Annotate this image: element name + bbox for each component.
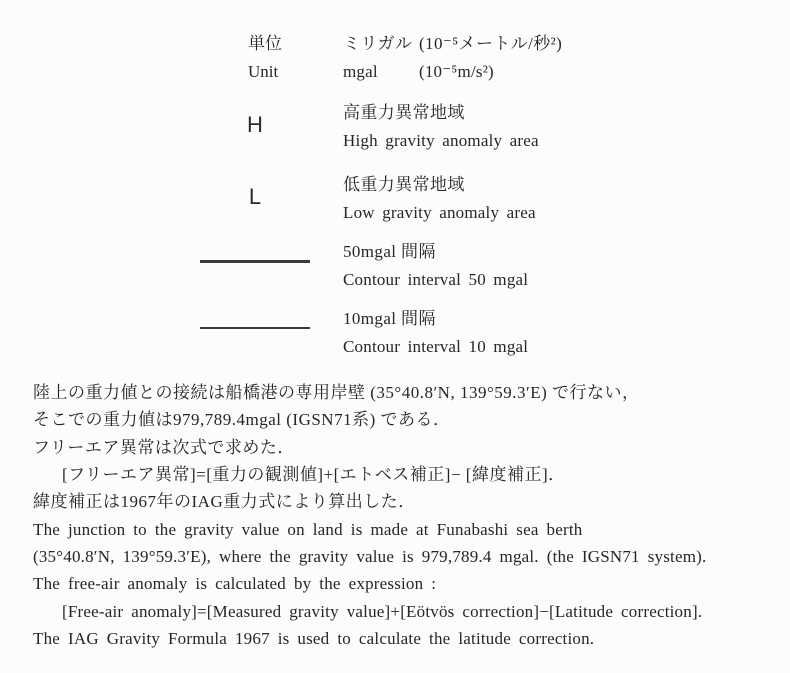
thin-contour-line-sample bbox=[200, 327, 310, 329]
contour-10-desc-jp: 10mgal 間隔 bbox=[343, 309, 436, 328]
unit-label-jp: 単位 bbox=[248, 34, 282, 53]
note-jp-freeair-intro: フリーエア異常は次式で求めた． bbox=[33, 437, 295, 457]
unit-label-en: Unit bbox=[248, 61, 279, 81]
note-jp-junction: 陸上の重力値との接続は船橋港の専用岸壁 (35°40.8′N, 139°59.3′E) で行ない， bbox=[33, 383, 640, 402]
low-anomaly-description bbox=[343, 171, 536, 226]
note-en-junction: The junction to the gravity value on land is made at Funabashi sea berth bbox=[33, 519, 583, 539]
contour-50-desc-jp: 50mgal 間隔 bbox=[343, 242, 436, 261]
note-jp-latitude-correction: 緯度補正は1967年のIAG重力式により算出した． bbox=[33, 492, 416, 512]
high-anomaly-desc-en: High gravity anomaly area bbox=[343, 130, 539, 150]
note-en-latitude-correction: The IAG Gravity Formula 1967 is used to calculate the latitude correction. bbox=[33, 629, 595, 649]
high-anomaly-symbol: H bbox=[247, 112, 263, 137]
high-anomaly-desc-jp: 高重力異常地域 bbox=[343, 103, 465, 122]
low-anomaly-desc-en: Low gravity anomaly area bbox=[343, 202, 536, 222]
contour-50-desc-en: Contour interval 50 mgal bbox=[343, 269, 529, 289]
contour-50-description bbox=[343, 238, 528, 293]
high-anomaly-description bbox=[343, 99, 539, 154]
note-en-gravity-value: (35°40.8′N, 139°59.3′E), where the gravity value is 979,789.4 mgal. (the IGSN71 system). bbox=[33, 547, 707, 567]
note-en-freeair-intro: The free-air anomaly is calculated by the expression : bbox=[33, 574, 437, 594]
note-jp-freeair-formula: [フリーエア異常]=[重力の観測値]+[エトベス補正]− [緯度補正]． bbox=[62, 465, 566, 485]
notes-block bbox=[33, 379, 706, 652]
low-anomaly-desc-jp: 低重力異常地域 bbox=[343, 175, 465, 194]
unit-value-en: mgal (10⁻⁵m/s²) bbox=[343, 61, 494, 81]
contour-10-desc-en: Contour interval 10 mgal bbox=[343, 336, 529, 356]
note-jp-gravity-value: そこでの重力値は979,789.4mgal (IGSN71系) である． bbox=[33, 410, 451, 430]
contour-10-description bbox=[343, 305, 528, 360]
unit-label bbox=[248, 30, 282, 85]
low-anomaly-symbol: L bbox=[248, 184, 262, 209]
thick-contour-line-sample bbox=[200, 260, 310, 263]
unit-description bbox=[343, 30, 562, 85]
note-en-freeair-formula: [Free-air anomaly]=[Measured gravity value]+[Eötvös correction]−[Latitude correction]. bbox=[62, 601, 703, 621]
unit-value-jp: ミリガル (10⁻⁵メートル/秒²) bbox=[343, 34, 563, 53]
